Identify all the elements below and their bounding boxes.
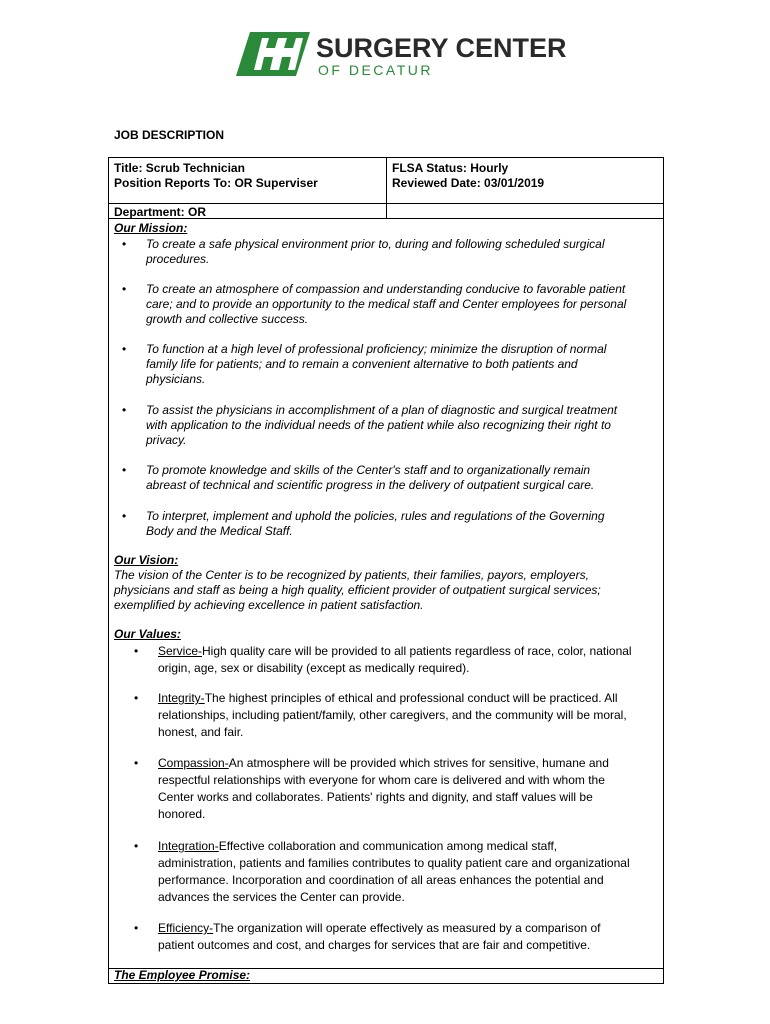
values-heading: Our Values: (114, 627, 181, 641)
mission-item-line: physicians. (146, 372, 206, 386)
bullet-icon: • (122, 237, 127, 251)
bullet-icon: • (134, 921, 139, 935)
mission-item (146, 237, 604, 267)
reports-to: Position Reports To: OR Superviser (114, 176, 318, 190)
value-item-line: honored. (158, 807, 206, 821)
value-term: Compassion- (158, 756, 229, 770)
mission-item (146, 282, 626, 327)
value-item (158, 643, 632, 677)
value-description: The highest principles of ethical and professional conduct will be practiced. All (204, 691, 618, 705)
table-divider (386, 158, 387, 218)
value-item-line: performance. Incorporation and coordination of all areas enhances the potential and (158, 873, 604, 887)
mission-item-line: care; and to provide an opportunity to the medical staff and Center employees for personal (146, 297, 627, 311)
vision-line: physicians and staff as being a high quality, efficient provider of outpatient surgical services; (114, 583, 601, 597)
value-item-line (158, 690, 627, 707)
value-item (158, 755, 609, 823)
value-item-line (158, 755, 609, 772)
bullet-icon: • (122, 403, 127, 417)
value-description: Effective collaboration and communication among medical staff, (218, 839, 558, 853)
value-item-line: relationships, including patient/family, other caregivers, and the community will be moral, (158, 708, 627, 722)
bullet-icon: • (134, 644, 139, 658)
value-item-line: honest, and fair. (158, 725, 244, 739)
mission-item-line: procedures. (146, 252, 210, 266)
value-item-line: origin, age, sex or disability (except as medically required). (158, 661, 470, 675)
employee-promise-heading: The Employee Promise: (114, 968, 251, 982)
vision-line: exemplified by achieving excellence in patient satisfaction. (114, 598, 424, 612)
mission-item-line: To create a safe physical environment prior to, during and following scheduled surgical (146, 237, 605, 251)
mission-item-line: To promote knowledge and skills of the Center's staff and to organizationally remain (146, 463, 591, 477)
vision-line: The vision of the Center is to be recognized by patients, their families, payors, employers, (114, 568, 589, 582)
job-title: Title: Scrub Technician (114, 161, 245, 175)
mission-item-line: To function at a high level of professional proficiency; minimize the disruption of normal (146, 342, 607, 356)
svg-text:SURGERY CENTER: SURGERY CENTER (316, 33, 567, 63)
mission-item-line: To assist the physicians in accomplishment of a plan of diagnostic and surgical treatment (146, 403, 618, 417)
value-item-line (158, 643, 632, 660)
value-term: Service- (158, 644, 203, 658)
value-item-line: Center works and collaborates. Patients' rights and dignity, and staff values will be (158, 790, 593, 804)
mission-item-line: privacy. (146, 433, 187, 447)
surgery-center-logo (236, 30, 567, 80)
value-item-line (158, 920, 600, 937)
mission-item-line: family life for patients; and to remain a convenient alternative to both patients and (146, 357, 578, 371)
mission-item (146, 509, 605, 539)
mission-item-line: growth and collective success. (146, 312, 309, 326)
value-item (158, 838, 630, 906)
bullet-icon: • (122, 282, 127, 296)
section-divider (108, 983, 664, 984)
value-item-line: patient outcomes and cost, and charges for services that are fair and competitive. (158, 938, 591, 952)
value-description: An atmosphere will be provided which strives for sensitive, humane and (228, 756, 609, 770)
value-description: High quality care will be provided to all patients regardless of race, color, national (202, 644, 632, 658)
mission-item (146, 342, 606, 387)
value-item-line: respectful relationships with everyone for whom care is delivered and with whom the (158, 773, 605, 787)
bullet-icon: • (134, 691, 139, 705)
mission-item-line: To interpret, implement and uphold the policies, rules and regulations of the Governing (146, 509, 605, 523)
bullet-icon: • (134, 756, 139, 770)
bullet-icon: • (134, 839, 139, 853)
job-header-table (108, 157, 664, 219)
mission-item-line: To create an atmosphere of compassion and understanding conducive to favorable patient (146, 282, 626, 296)
department: Department: OR (114, 205, 207, 219)
svg-text:OF DECATUR: OF DECATUR (318, 62, 433, 78)
vision-heading: Our Vision: (114, 553, 179, 567)
value-term: Integrity- (158, 691, 205, 705)
value-item-line: administration, patients and families contributes to quality patient care and organizational (158, 856, 630, 870)
bullet-icon: • (122, 463, 127, 477)
value-term: Integration- (158, 839, 219, 853)
mission-item-line: with application to the individual needs of the patient while also recognizing their right to (146, 418, 611, 432)
mission-item-line: abreast of technical and scientific progress in the delivery of outpatient surgical care. (146, 478, 595, 492)
flsa-status: FLSA Status: Hourly (392, 161, 509, 175)
bullet-icon: • (122, 342, 127, 356)
value-description: The organization will operate effectively as measured by a comparison of (213, 921, 601, 935)
value-item-line: advances the services the Center can provide. (158, 890, 405, 904)
hh-logo-icon (236, 30, 567, 80)
value-item (158, 920, 600, 954)
bullet-icon: • (122, 509, 127, 523)
value-item (158, 690, 627, 741)
document-title: JOB DESCRIPTION (114, 128, 225, 142)
value-item-line (158, 838, 630, 855)
reviewed-date: Reviewed Date: 03/01/2019 (392, 176, 545, 190)
vision-paragraph (114, 568, 601, 613)
mission-heading: Our Mission: (114, 221, 188, 235)
mission-item (146, 463, 594, 493)
value-term: Efficiency- (158, 921, 214, 935)
mission-item-line: Body and the Medical Staff. (146, 524, 293, 538)
mission-item (146, 403, 617, 448)
